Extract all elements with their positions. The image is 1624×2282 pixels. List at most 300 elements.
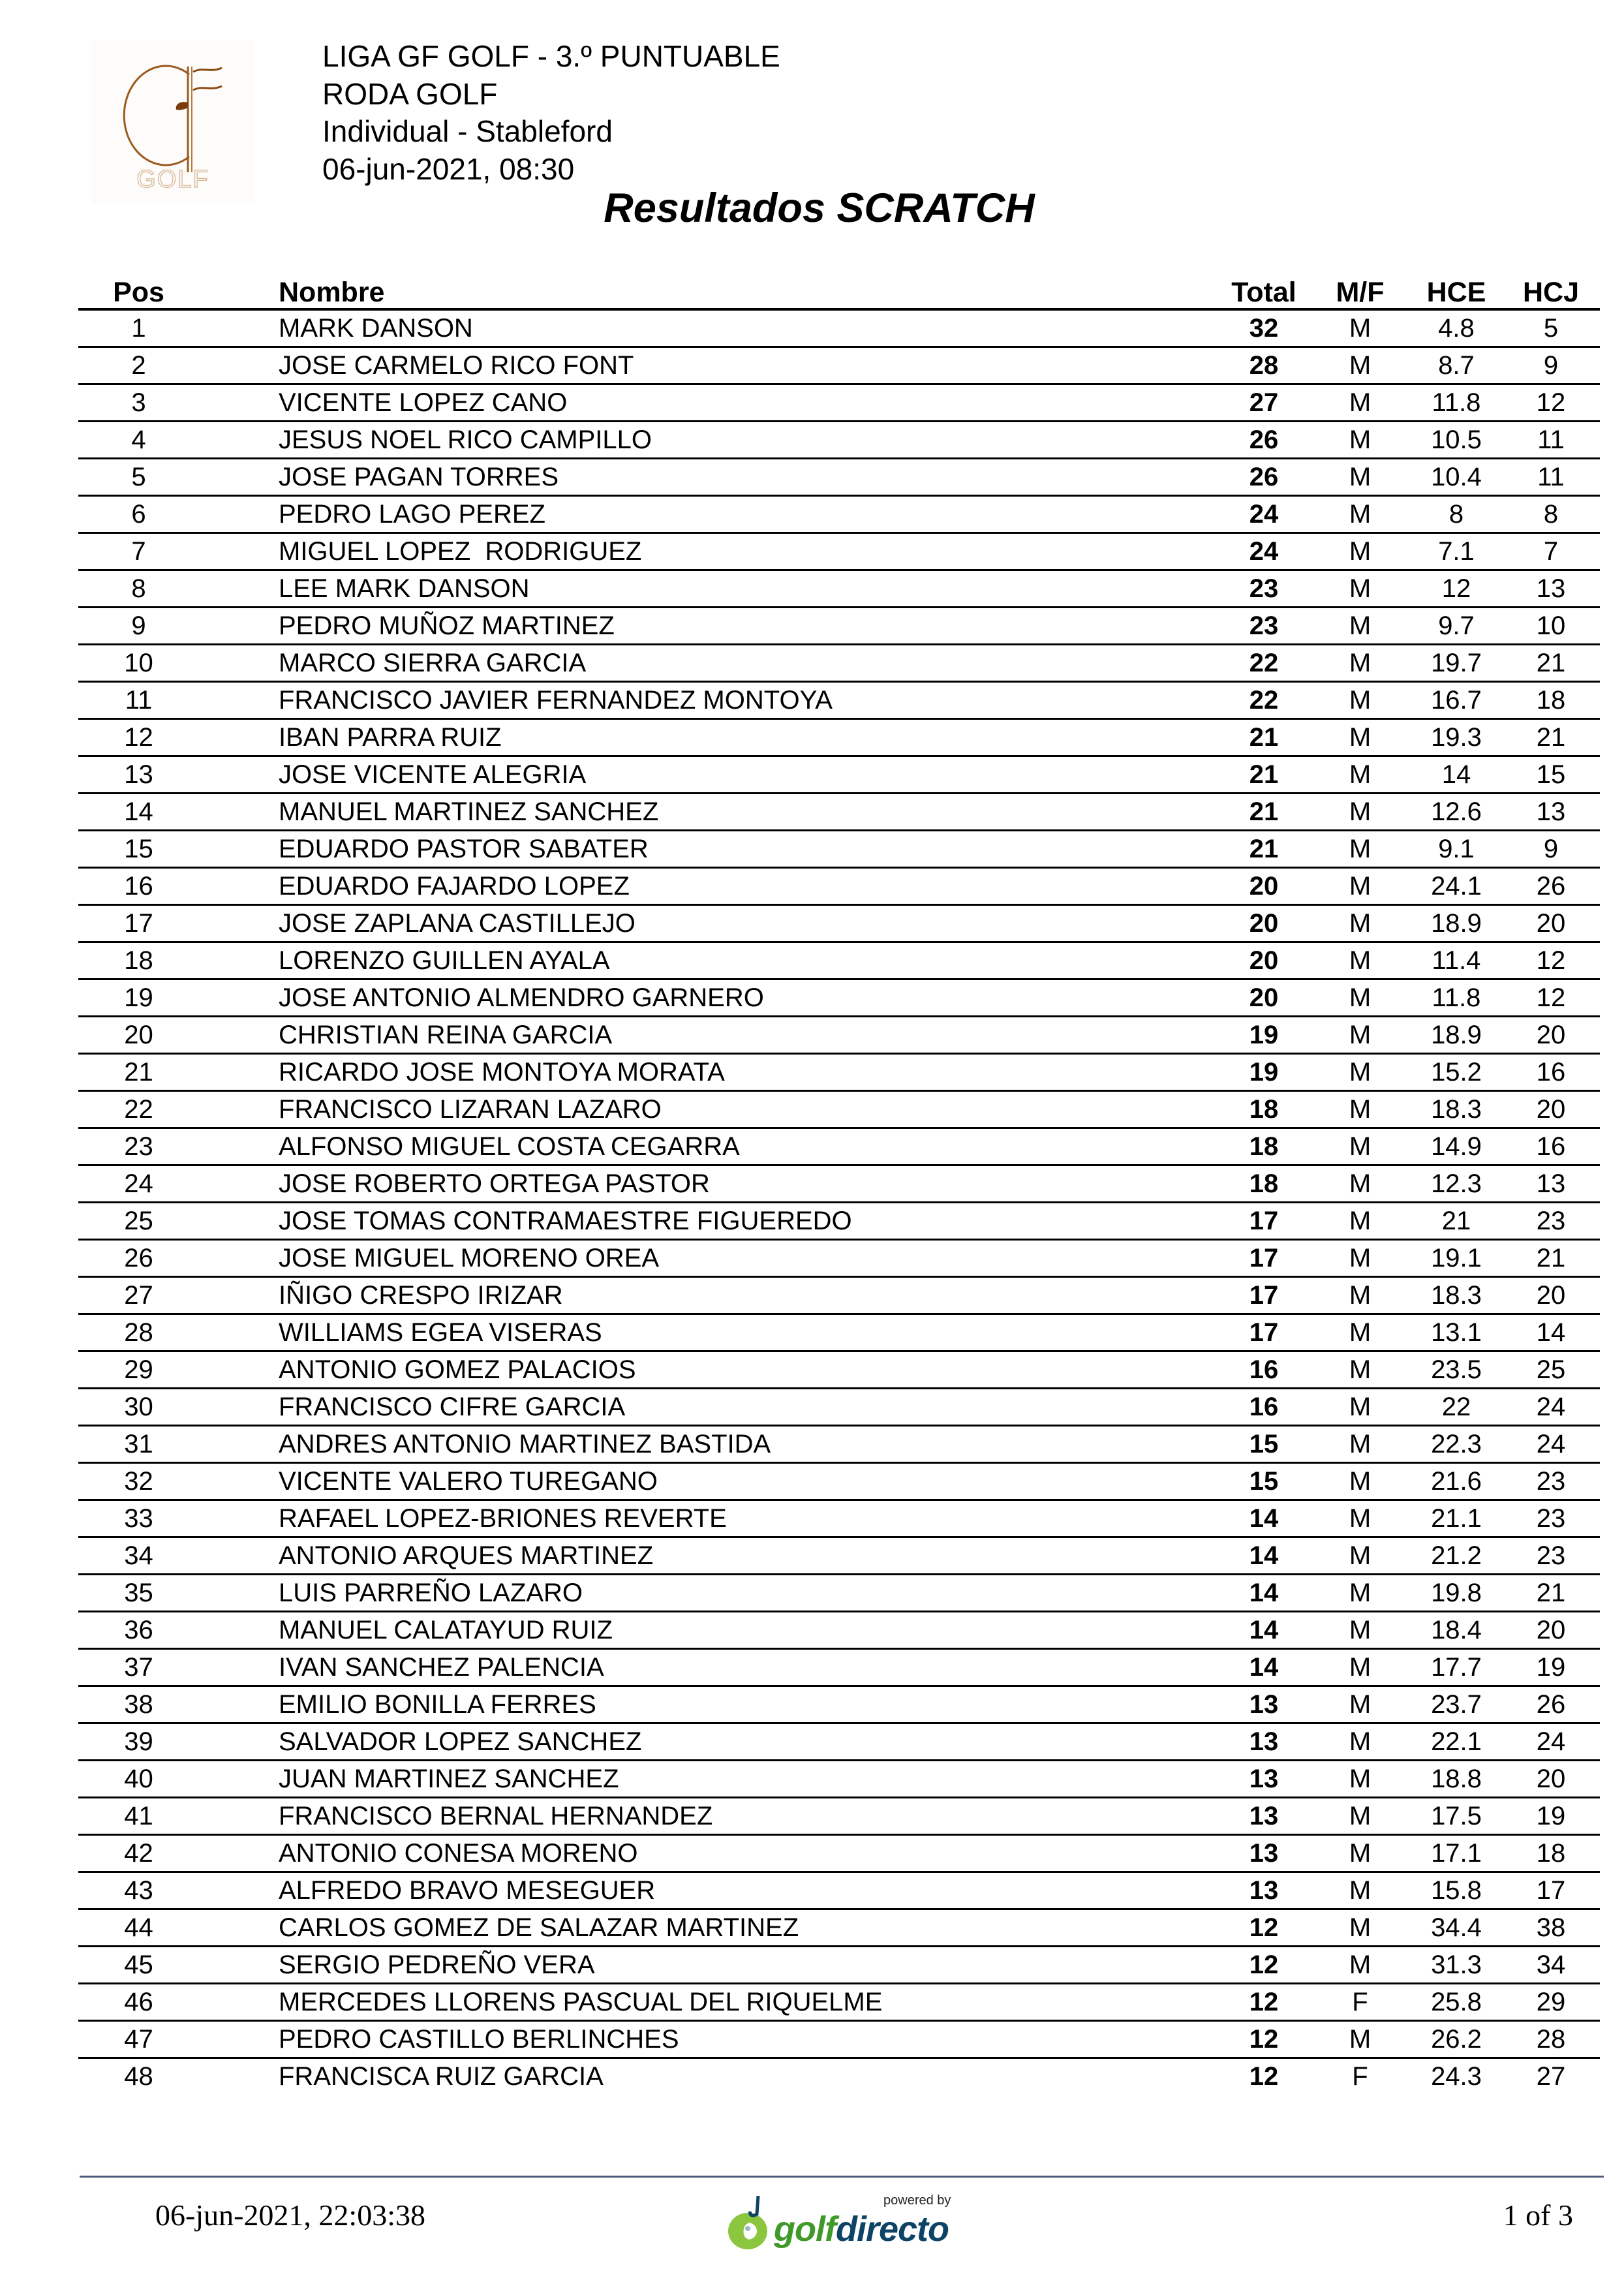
cell-total: 13 xyxy=(1218,1798,1310,1835)
cell-gender: M xyxy=(1310,1314,1411,1351)
table-row xyxy=(78,570,1600,608)
cell-pos: 42 xyxy=(78,1835,199,1872)
cell-hcj: 34 xyxy=(1502,1947,1600,1984)
cell-hcj: 26 xyxy=(1502,1686,1600,1723)
cell-hce: 21.1 xyxy=(1411,1500,1502,1537)
cell-total: 21 xyxy=(1218,831,1310,868)
cell-hcj: 18 xyxy=(1502,682,1600,719)
cell-hce: 34.4 xyxy=(1411,1909,1502,1947)
cell-hcj: 21 xyxy=(1502,1575,1600,1612)
cell-total: 20 xyxy=(1218,942,1310,979)
cell-hce: 13.1 xyxy=(1411,1314,1502,1351)
table-row xyxy=(78,1984,1600,2021)
cell-pos: 7 xyxy=(78,533,199,570)
cell-name: FRANCISCO CIFRE GARCIA xyxy=(199,1389,1218,1426)
cell-gender: M xyxy=(1310,533,1411,570)
cell-hcj: 20 xyxy=(1502,1091,1600,1128)
cell-total: 20 xyxy=(1218,868,1310,905)
cell-pos: 36 xyxy=(78,1612,199,1649)
cell-pos: 29 xyxy=(78,1351,199,1389)
cell-total: 22 xyxy=(1218,682,1310,719)
cell-pos: 12 xyxy=(78,719,199,756)
cell-name: RICARDO JOSE MONTOYA MORATA xyxy=(199,1054,1218,1091)
cell-name: CHRISTIAN REINA GARCIA xyxy=(199,1017,1218,1054)
cell-total: 17 xyxy=(1218,1240,1310,1277)
cell-gender: M xyxy=(1310,1351,1411,1389)
cell-pos: 13 xyxy=(78,756,199,794)
cell-pos: 6 xyxy=(78,496,199,533)
cell-hcj: 13 xyxy=(1502,570,1600,608)
cell-hcj: 7 xyxy=(1502,533,1600,570)
cell-total: 20 xyxy=(1218,905,1310,942)
results-body xyxy=(78,309,1600,2094)
table-row xyxy=(78,1537,1600,1575)
column-header-hce: HCE xyxy=(1411,274,1502,309)
cell-hcj: 11 xyxy=(1502,422,1600,459)
cell-hcj: 19 xyxy=(1502,1798,1600,1835)
cell-name: MIGUEL LOPEZ RODRIGUEZ xyxy=(199,533,1218,570)
cell-total: 24 xyxy=(1218,533,1310,570)
cell-pos: 45 xyxy=(78,1947,199,1984)
cell-total: 21 xyxy=(1218,756,1310,794)
column-header-total: Total xyxy=(1218,274,1310,309)
cell-hce: 19.8 xyxy=(1411,1575,1502,1612)
table-row xyxy=(78,1500,1600,1537)
cell-name: ALFONSO MIGUEL COSTA CEGARRA xyxy=(199,1128,1218,1165)
cell-total: 14 xyxy=(1218,1649,1310,1686)
cell-total: 15 xyxy=(1218,1426,1310,1463)
cell-name: JOSE ZAPLANA CASTILLEJO xyxy=(199,905,1218,942)
cell-name: LUIS PARREÑO LAZARO xyxy=(199,1575,1218,1612)
cell-hcj: 11 xyxy=(1502,459,1600,496)
table-row xyxy=(78,1761,1600,1798)
cell-name: JOSE TOMAS CONTRAMAESTRE FIGUEREDO xyxy=(199,1203,1218,1240)
cell-total: 13 xyxy=(1218,1872,1310,1909)
cell-hcj: 23 xyxy=(1502,1463,1600,1500)
cell-hcj: 13 xyxy=(1502,1165,1600,1203)
cell-gender: M xyxy=(1310,384,1411,422)
table-row xyxy=(78,1649,1600,1686)
cell-gender: M xyxy=(1310,645,1411,682)
cell-gender: M xyxy=(1310,1389,1411,1426)
cell-hce: 26.2 xyxy=(1411,2021,1502,2058)
cell-gender: F xyxy=(1352,2062,1368,2091)
cell-name: SERGIO PEDREÑO VERA xyxy=(199,1947,1218,1984)
cell-name: JOSE ANTONIO ALMENDRO GARNERO xyxy=(199,979,1218,1017)
cell-hce: 18.9 xyxy=(1411,905,1502,942)
cell-hcj: 12 xyxy=(1502,384,1600,422)
cell-gender: M xyxy=(1310,1835,1411,1872)
cell-total: 26 xyxy=(1218,459,1310,496)
cell-pos: 27 xyxy=(78,1277,199,1314)
table-row xyxy=(78,1463,1600,1500)
cell-hce: 9.7 xyxy=(1411,608,1502,645)
course-name: RODA GOLF xyxy=(322,76,498,111)
cell-hce: 23.5 xyxy=(1411,1351,1502,1389)
cell-hce: 31.3 xyxy=(1411,1947,1502,1984)
cell-gender: M xyxy=(1310,1947,1411,1984)
table-row xyxy=(78,1686,1600,1723)
table-row xyxy=(78,533,1600,570)
table-row xyxy=(78,1872,1600,1909)
cell-hcj: 21 xyxy=(1502,645,1600,682)
cell-total: 19 xyxy=(1218,1054,1310,1091)
cell-pos: 22 xyxy=(78,1091,199,1128)
cell-gender: M xyxy=(1310,942,1411,979)
table-row xyxy=(78,831,1600,868)
cell-gender: M xyxy=(1310,422,1411,459)
cell-total: 12 xyxy=(1218,1909,1310,1947)
table-row xyxy=(78,2021,1600,2058)
cell-pos: 9 xyxy=(78,608,199,645)
cell-total: 14 xyxy=(1218,1575,1310,1612)
cell-pos: 33 xyxy=(78,1500,199,1537)
cell-pos: 43 xyxy=(78,1872,199,1909)
cell-total: 12 xyxy=(1218,1984,1310,2021)
cell-gender: M xyxy=(1310,1203,1411,1240)
cell-hce: 19.3 xyxy=(1411,719,1502,756)
cell-hcj: 21 xyxy=(1502,719,1600,756)
gf-golf-logo-icon xyxy=(91,40,254,204)
event-name: LIGA GF GOLF - 3.º PUNTUABLE xyxy=(322,39,780,73)
column-header-name: Nombre xyxy=(199,274,1218,309)
table-row xyxy=(78,1909,1600,1947)
cell-gender: M xyxy=(1310,1761,1411,1798)
cell-hcj: 16 xyxy=(1502,1128,1600,1165)
cell-gender: M xyxy=(1310,347,1411,384)
cell-hce: 17.7 xyxy=(1411,1649,1502,1686)
cell-hcj: 9 xyxy=(1502,347,1600,384)
cell-total: 20 xyxy=(1218,979,1310,1017)
cell-name: FRANCISCO JAVIER FERNANDEZ MONTOYA xyxy=(199,682,1218,719)
cell-total: 14 xyxy=(1218,1537,1310,1575)
cell-gender: M xyxy=(1310,682,1411,719)
cell-hce: 15.8 xyxy=(1411,1872,1502,1909)
cell-name: FRANCISCA RUIZ GARCIA xyxy=(279,2062,604,2091)
table-row xyxy=(78,496,1600,533)
cell-pos: 3 xyxy=(78,384,199,422)
cell-total: 18 xyxy=(1218,1128,1310,1165)
cell-gender: M xyxy=(1310,1128,1411,1165)
cell-gender: M xyxy=(1310,1277,1411,1314)
cell-pos: 47 xyxy=(78,2021,199,2058)
cell-name: JUAN MARTINEZ SANCHEZ xyxy=(199,1761,1218,1798)
cell-gender: M xyxy=(1310,719,1411,756)
cell-gender: M xyxy=(1310,608,1411,645)
golfdirecto-logo xyxy=(724,2189,956,2255)
table-row xyxy=(78,1277,1600,1314)
cell-hcj: 20 xyxy=(1502,1277,1600,1314)
cell-pos: 14 xyxy=(78,794,199,831)
cell-gender: M xyxy=(1310,1723,1411,1761)
table-row xyxy=(78,794,1600,831)
cell-pos: 26 xyxy=(78,1240,199,1277)
cell-name: IVAN SANCHEZ PALENCIA xyxy=(199,1649,1218,1686)
cell-pos: 4 xyxy=(78,422,199,459)
table-row xyxy=(78,1203,1600,1240)
cell-total: 28 xyxy=(1218,347,1310,384)
cell-name: ANTONIO ARQUES MARTINEZ xyxy=(199,1537,1218,1575)
event-info xyxy=(322,38,780,188)
table-row xyxy=(78,1314,1600,1351)
table-row xyxy=(78,422,1600,459)
cell-gender: M xyxy=(1310,1909,1411,1947)
cell-gender: M xyxy=(1310,905,1411,942)
cell-gender: M xyxy=(1310,1612,1411,1649)
cell-hcj: 9 xyxy=(1502,831,1600,868)
cell-total: 23 xyxy=(1218,570,1310,608)
cell-hcj: 29 xyxy=(1502,1984,1600,2021)
cell-gender: M xyxy=(1310,1798,1411,1835)
cell-hce: 15.2 xyxy=(1411,1054,1502,1091)
cell-hce: 12.6 xyxy=(1411,794,1502,831)
cell-gender: M xyxy=(1310,1575,1411,1612)
logo-wordmark: GOLF xyxy=(136,166,209,193)
cell-hce: 10.5 xyxy=(1411,422,1502,459)
cell-total: 26 xyxy=(1218,422,1310,459)
cell-hce: 8.7 xyxy=(1411,347,1502,384)
cell-name: ANTONIO GOMEZ PALACIOS xyxy=(199,1351,1218,1389)
table-row xyxy=(78,347,1600,384)
table-row xyxy=(78,1128,1600,1165)
cell-pos: 32 xyxy=(78,1463,199,1500)
cell-hcj: 20 xyxy=(1502,905,1600,942)
cell-hce: 19.1 xyxy=(1411,1240,1502,1277)
cell-total: 22 xyxy=(1218,645,1310,682)
cell-hcj: 21 xyxy=(1502,1240,1600,1277)
cell-gender: M xyxy=(1310,1165,1411,1203)
cell-pos: 34 xyxy=(78,1537,199,1575)
cell-total: 17 xyxy=(1218,1203,1310,1240)
cell-hce: 21 xyxy=(1411,1203,1502,1240)
table-row xyxy=(78,459,1600,496)
cell-pos: 30 xyxy=(78,1389,199,1426)
cell-hcj: 12 xyxy=(1502,942,1600,979)
cell-gender: M xyxy=(1310,831,1411,868)
cell-hcj: 24 xyxy=(1502,1426,1600,1463)
cell-hce: 22 xyxy=(1411,1389,1502,1426)
cell-name: JOSE VICENTE ALEGRIA xyxy=(199,756,1218,794)
cell-gender: M xyxy=(1310,1463,1411,1500)
cell-total: 18 xyxy=(1218,1165,1310,1203)
cell-total: 32 xyxy=(1218,309,1310,347)
cell-total: 23 xyxy=(1218,608,1310,645)
footer-divider xyxy=(80,2176,1604,2178)
cell-gender: M xyxy=(1310,794,1411,831)
cell-gender: M xyxy=(1310,1686,1411,1723)
cell-name: EDUARDO FAJARDO LOPEZ xyxy=(199,868,1218,905)
cell-name: LORENZO GUILLEN AYALA xyxy=(199,942,1218,979)
cell-hce: 22.3 xyxy=(1411,1426,1502,1463)
cell-total: 19 xyxy=(1218,1017,1310,1054)
cell-pos: 21 xyxy=(78,1054,199,1091)
cell-hcj: 17 xyxy=(1502,1872,1600,1909)
cell-hcj: 25 xyxy=(1502,1351,1600,1389)
cell-pos: 28 xyxy=(78,1314,199,1351)
cell-hce: 14 xyxy=(1411,756,1502,794)
cell-total: 12 xyxy=(1249,2062,1279,2091)
cell-total: 17 xyxy=(1218,1314,1310,1351)
cell-hcj: 23 xyxy=(1502,1537,1600,1575)
cell-hcj: 24 xyxy=(1502,1389,1600,1426)
powered-by-label: powered by xyxy=(883,2193,951,2208)
cell-name: RAFAEL LOPEZ-BRIONES REVERTE xyxy=(199,1500,1218,1537)
cell-gender: M xyxy=(1310,570,1411,608)
column-header-mf: M/F xyxy=(1310,274,1411,309)
table-row xyxy=(78,1798,1600,1835)
cell-hcj: 23 xyxy=(1502,1203,1600,1240)
cell-hce: 25.8 xyxy=(1411,1984,1502,2021)
table-row xyxy=(78,1835,1600,1872)
table-row xyxy=(78,868,1600,905)
cell-hce: 12 xyxy=(1411,570,1502,608)
table-row xyxy=(78,1612,1600,1649)
cell-name: MARK DANSON xyxy=(199,309,1218,347)
cell-hce: 18.8 xyxy=(1411,1761,1502,1798)
table-row xyxy=(78,1091,1600,1128)
table-row xyxy=(78,645,1600,682)
cell-name: IÑIGO CRESPO IRIZAR xyxy=(199,1277,1218,1314)
table-row xyxy=(78,1723,1600,1761)
cell-name: JOSE ROBERTO ORTEGA PASTOR xyxy=(199,1165,1218,1203)
cell-hce: 14.9 xyxy=(1411,1128,1502,1165)
table-row xyxy=(78,942,1600,979)
table-row xyxy=(78,1947,1600,1984)
cell-total: 27 xyxy=(1218,384,1310,422)
cell-pos: 41 xyxy=(78,1798,199,1835)
table-row xyxy=(78,1389,1600,1426)
cell-pos: 23 xyxy=(78,1128,199,1165)
cell-name: ALFREDO BRAVO MESEGUER xyxy=(199,1872,1218,1909)
cell-pos: 1 xyxy=(78,309,199,347)
cell-hcj: 19 xyxy=(1502,1649,1600,1686)
cell-name: PEDRO LAGO PEREZ xyxy=(199,496,1218,533)
cell-hcj: 5 xyxy=(1502,309,1600,347)
cell-hcj: 20 xyxy=(1502,1612,1600,1649)
cell-total: 18 xyxy=(1218,1091,1310,1128)
table-row xyxy=(78,682,1600,719)
cell-name: IBAN PARRA RUIZ xyxy=(199,719,1218,756)
cell-hcj: 24 xyxy=(1502,1723,1600,1761)
cell-name: MANUEL MARTINEZ SANCHEZ xyxy=(199,794,1218,831)
cell-hce: 24.1 xyxy=(1411,868,1502,905)
cell-total: 14 xyxy=(1218,1500,1310,1537)
table-row xyxy=(78,1240,1600,1277)
cell-name: ANTONIO CONESA MORENO xyxy=(199,1835,1218,1872)
report-title: Resultados SCRATCH xyxy=(604,185,1035,231)
cell-total: 17 xyxy=(1218,1277,1310,1314)
table-row xyxy=(78,1165,1600,1203)
brand-golf: golf xyxy=(774,2210,836,2249)
cell-hcj: 15 xyxy=(1502,756,1600,794)
cell-hce: 18.3 xyxy=(1411,1091,1502,1128)
cell-pos: 25 xyxy=(78,1203,199,1240)
cell-total: 15 xyxy=(1218,1463,1310,1500)
cell-pos: 31 xyxy=(78,1426,199,1463)
cell-hce: 8 xyxy=(1411,496,1502,533)
cell-pos: 24 xyxy=(78,1165,199,1203)
cell-hce: 23.7 xyxy=(1411,1686,1502,1723)
cell-total: 21 xyxy=(1218,794,1310,831)
cell-hce: 17.1 xyxy=(1411,1835,1502,1872)
cell-pos: 44 xyxy=(78,1909,199,1947)
cell-name: VICENTE VALERO TUREGANO xyxy=(199,1463,1218,1500)
cell-pos: 16 xyxy=(78,868,199,905)
page-indicator: 1 of 3 xyxy=(1503,2198,1573,2232)
cell-hce: 16.7 xyxy=(1411,682,1502,719)
cell-gender: M xyxy=(1310,979,1411,1017)
cell-name: WILLIAMS EGEA VISERAS xyxy=(199,1314,1218,1351)
cell-pos: 20 xyxy=(78,1017,199,1054)
cell-name: MANUEL CALATAYUD RUIZ xyxy=(199,1612,1218,1649)
cell-pos: 2 xyxy=(78,347,199,384)
cell-hcj: 23 xyxy=(1502,1500,1600,1537)
cell-total: 16 xyxy=(1218,1351,1310,1389)
cell-name: JESUS NOEL RICO CAMPILLO xyxy=(199,422,1218,459)
event-datetime: 06-jun-2021, 08:30 xyxy=(322,151,575,186)
cell-name: JOSE CARMELO RICO FONT xyxy=(199,347,1218,384)
cell-pos: 48 xyxy=(124,2062,153,2091)
cell-hcj: 8 xyxy=(1502,496,1600,533)
cell-name: SALVADOR LOPEZ SANCHEZ xyxy=(199,1723,1218,1761)
table-row xyxy=(78,1054,1600,1091)
cell-hce: 7.1 xyxy=(1411,533,1502,570)
cell-name: VICENTE LOPEZ CANO xyxy=(199,384,1218,422)
cell-hce: 18.9 xyxy=(1411,1017,1502,1054)
table-row xyxy=(78,719,1600,756)
cell-hcj: 28 xyxy=(1502,2021,1600,2058)
cell-gender: M xyxy=(1310,756,1411,794)
column-header-pos: Pos xyxy=(78,274,199,309)
cell-name: PEDRO MUÑOZ MARTINEZ xyxy=(199,608,1218,645)
cell-gender: M xyxy=(1310,1054,1411,1091)
cell-gender: M xyxy=(1310,309,1411,347)
cell-total: 13 xyxy=(1218,1723,1310,1761)
cell-pos: 11 xyxy=(78,682,199,719)
cell-gender: M xyxy=(1310,496,1411,533)
cell-hce: 18.3 xyxy=(1411,1277,1502,1314)
cell-gender: M xyxy=(1310,1500,1411,1537)
cell-total: 24 xyxy=(1218,496,1310,533)
cell-gender: M xyxy=(1310,868,1411,905)
cell-hcj: 14 xyxy=(1502,1314,1600,1351)
cell-gender: M xyxy=(1310,1537,1411,1575)
table-row xyxy=(78,756,1600,794)
cell-name: MERCEDES LLORENS PASCUAL DEL RIQUELME xyxy=(199,1984,1218,2021)
cell-pos: 19 xyxy=(78,979,199,1017)
cell-pos: 35 xyxy=(78,1575,199,1612)
cell-pos: 37 xyxy=(78,1649,199,1686)
cell-name: FRANCISCO LIZARAN LAZARO xyxy=(199,1091,1218,1128)
cell-pos: 40 xyxy=(78,1761,199,1798)
brand-directo: directo xyxy=(835,2210,949,2249)
table-row xyxy=(78,1351,1600,1389)
cell-hce: 4.8 xyxy=(1411,309,1502,347)
cell-hcj: 12 xyxy=(1502,979,1600,1017)
cell-hce: 24.3 xyxy=(1431,2062,1482,2091)
golfdirecto-wordmark xyxy=(774,2209,949,2249)
competition-format: Individual - Stableford xyxy=(322,114,613,148)
cell-total: 12 xyxy=(1218,1947,1310,1984)
cell-total: 13 xyxy=(1218,1761,1310,1798)
cell-name: EMILIO BONILLA FERRES xyxy=(199,1686,1218,1723)
table-row xyxy=(78,1575,1600,1612)
cell-hce: 11.4 xyxy=(1411,942,1502,979)
cell-gender: F xyxy=(1310,1984,1411,2021)
table-row xyxy=(78,2058,1600,2095)
cell-hcj: 27 xyxy=(1536,2062,1566,2091)
cell-name: JOSE PAGAN TORRES xyxy=(199,459,1218,496)
